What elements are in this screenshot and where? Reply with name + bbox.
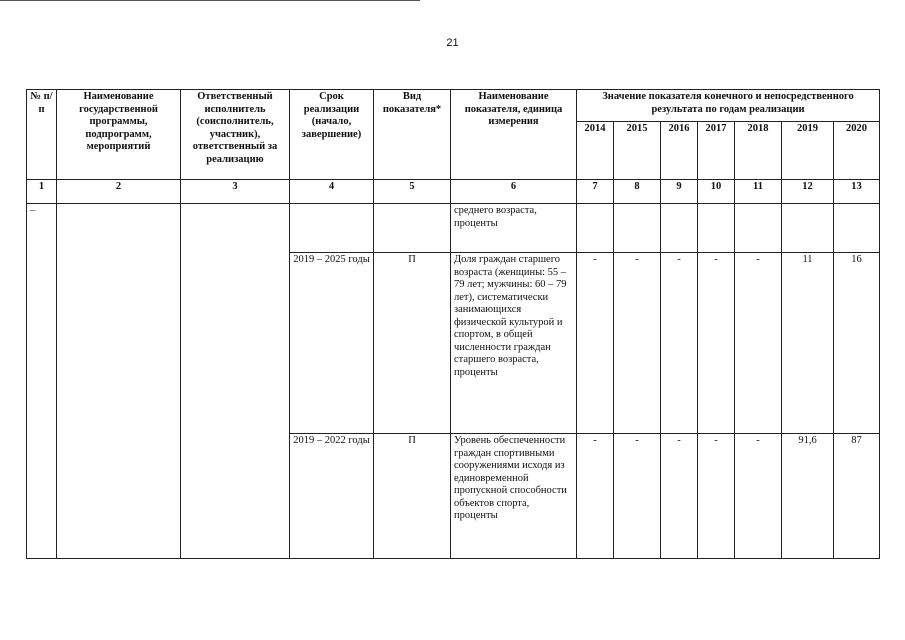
column-number: 10 — [698, 180, 735, 204]
column-number: 7 — [577, 180, 614, 204]
column-number-row — [27, 180, 880, 204]
header-type: Вид показателя* — [374, 90, 451, 180]
indicators-table — [26, 89, 880, 559]
period-cell — [290, 204, 374, 253]
header-executor: Ответственный исполнитель (соисполнитель, участник), ответственный за реализацию — [181, 90, 290, 180]
value-cell — [614, 204, 661, 253]
column-number: 2 — [57, 180, 181, 204]
merged-num-cell: – — [27, 204, 57, 559]
value-cell — [782, 204, 834, 253]
column-number: 5 — [374, 180, 451, 204]
header-indicator: Наименование показателя, единица измерения — [451, 90, 577, 180]
column-number: 9 — [661, 180, 698, 204]
column-number: 6 — [451, 180, 577, 204]
value-cell: - — [735, 253, 782, 434]
value-cell: - — [698, 253, 735, 434]
value-cell — [698, 204, 735, 253]
value-cell: - — [735, 434, 782, 559]
value-cell: - — [661, 434, 698, 559]
value-cell: - — [614, 253, 661, 434]
value-cell — [661, 204, 698, 253]
indicator-cell: среднего возраста, проценты — [451, 204, 577, 253]
header-year: 2016 — [661, 122, 698, 180]
header-year: 2017 — [698, 122, 735, 180]
header-row-1 — [27, 90, 880, 122]
value-cell: 91,6 — [782, 434, 834, 559]
header-program: Наименование государственной программы, подпрограмм, мероприятий — [57, 90, 181, 180]
header-num: № п/п — [27, 90, 57, 180]
value-cell: 16 — [834, 253, 880, 434]
header-values-group: Значение показателя конечного и непосредственного результата по годам реализации — [577, 90, 880, 122]
header-year: 2020 — [834, 122, 880, 180]
type-cell: П — [374, 253, 451, 434]
merged-program-cell — [57, 204, 181, 559]
column-number: 11 — [735, 180, 782, 204]
merged-executor-cell — [181, 204, 290, 559]
page-number: 21 — [446, 37, 459, 49]
indicator-cell: Уровень обеспеченности граждан спортивными сооружениями исходя из единовременной пропускной способности объектов спорта, проценты — [451, 434, 577, 559]
header-year: 2015 — [614, 122, 661, 180]
value-cell: - — [698, 434, 735, 559]
type-cell: П — [374, 434, 451, 559]
indicator-cell: Доля граждан старшего возраста (женщины: 55 – 79 лет; мужчины: 60 – 79 лет), систематически занимающихся физической культурой и спортом, в общей численности граждан старшего возраста, проценты — [451, 253, 577, 434]
header-year: 2019 — [782, 122, 834, 180]
period-cell: 2019 – 2022 годы — [290, 434, 374, 559]
header-year: 2014 — [577, 122, 614, 180]
value-cell — [834, 204, 880, 253]
period-cell: 2019 – 2025 годы — [290, 253, 374, 434]
value-cell: 11 — [782, 253, 834, 434]
column-number: 13 — [834, 180, 880, 204]
column-number: 1 — [27, 180, 57, 204]
value-cell: - — [614, 434, 661, 559]
column-number: 12 — [782, 180, 834, 204]
top-rule — [0, 0, 420, 1]
type-cell — [374, 204, 451, 253]
header-year: 2018 — [735, 122, 782, 180]
value-cell: - — [577, 253, 614, 434]
value-cell — [735, 204, 782, 253]
column-number: 3 — [181, 180, 290, 204]
value-cell: - — [577, 434, 614, 559]
column-number: 8 — [614, 180, 661, 204]
table-row — [27, 204, 880, 253]
value-cell: - — [661, 253, 698, 434]
column-number: 4 — [290, 180, 374, 204]
value-cell — [577, 204, 614, 253]
value-cell: 87 — [834, 434, 880, 559]
header-period: Срок реализации (начало, завершение) — [290, 90, 374, 180]
